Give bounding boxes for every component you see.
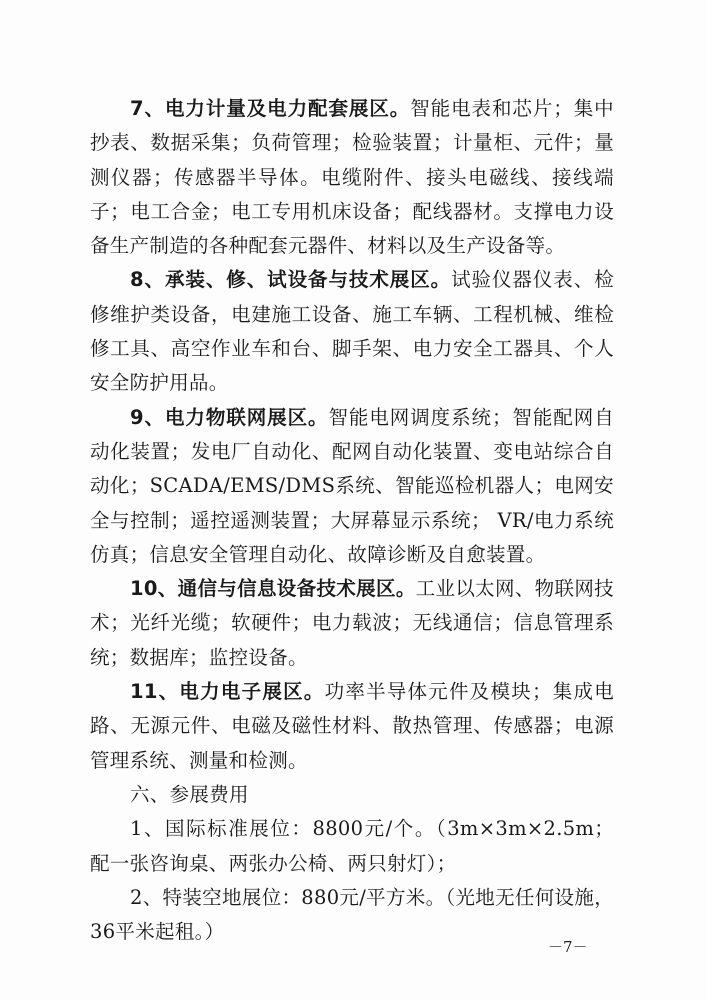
section-body: 试验仪器仪表、检修维护类设备，电建施工设备、施工车辆、工程机械、维检修工具、高空作业车和台、脚手架、电力安全工器具、个人安全防护用品。: [90, 268, 614, 395]
section-body: 功率半导体元件及模块；集成电路、无源元件、电磁及磁性材料、散热管理、传感器；电源管理系统、测量和检测。: [90, 680, 614, 772]
section-body: 智能电表和芯片；集中抄表、数据采集；负荷管理；检验装置；计量柜、元件；量测仪器；传感器半导体。电缆附件、接头电磁线、接线端子；电工合金；电工专用机床设备；配线器材。支撑电力设备生产制造的各种配套元器件、材料以及生产设备等。: [90, 97, 614, 258]
fee-item: 1、国际标准展位：8800元/个。（3m×3m×2.5m；配一张咨询桌、两张办公椅、两只射灯）；: [90, 817, 614, 875]
section-body: 智能电网调度系统；智能配网自动化装置；发电厂自动化、配网自动化装置、变电站综合自动化；SCADA/EMS/DMS系统、智能巡检机器人；电网安全与控制；遥控遥测装置；大屏幕显示系统； VR/电力系统仿真；信息安全管理自动化、故障诊断及自愈装置。: [90, 405, 614, 566]
section-body: 工业以太网、物联网技术；光纤光缆；软硬件；电力载波；无线通信；信息管理系统；数据库；监控设备。: [90, 577, 614, 669]
section-heading: 10、通信与信息设备技术展区。: [130, 577, 416, 601]
section-8: [90, 263, 614, 400]
fee-item: 2、特装空地展位：880元/平方米。（光地无任何设施，36平米起租。）: [90, 885, 614, 944]
section-heading: 8、承装、修、试设备与技术展区。: [130, 268, 452, 292]
document-body: [90, 92, 614, 949]
section-heading: 11、电力电子展区。: [130, 680, 325, 704]
page-number: －7－: [548, 938, 588, 956]
fees-heading-text: 六、参展费用: [130, 782, 249, 806]
section-9: [90, 401, 614, 572]
section-heading: 9、电力物联网展区。: [130, 405, 329, 429]
fees-heading: [90, 778, 614, 812]
section-heading: 7、电力计量及电力配套展区。: [130, 97, 411, 120]
section-10: [90, 572, 614, 675]
section-7: [90, 92, 614, 263]
section-11: [90, 675, 614, 778]
